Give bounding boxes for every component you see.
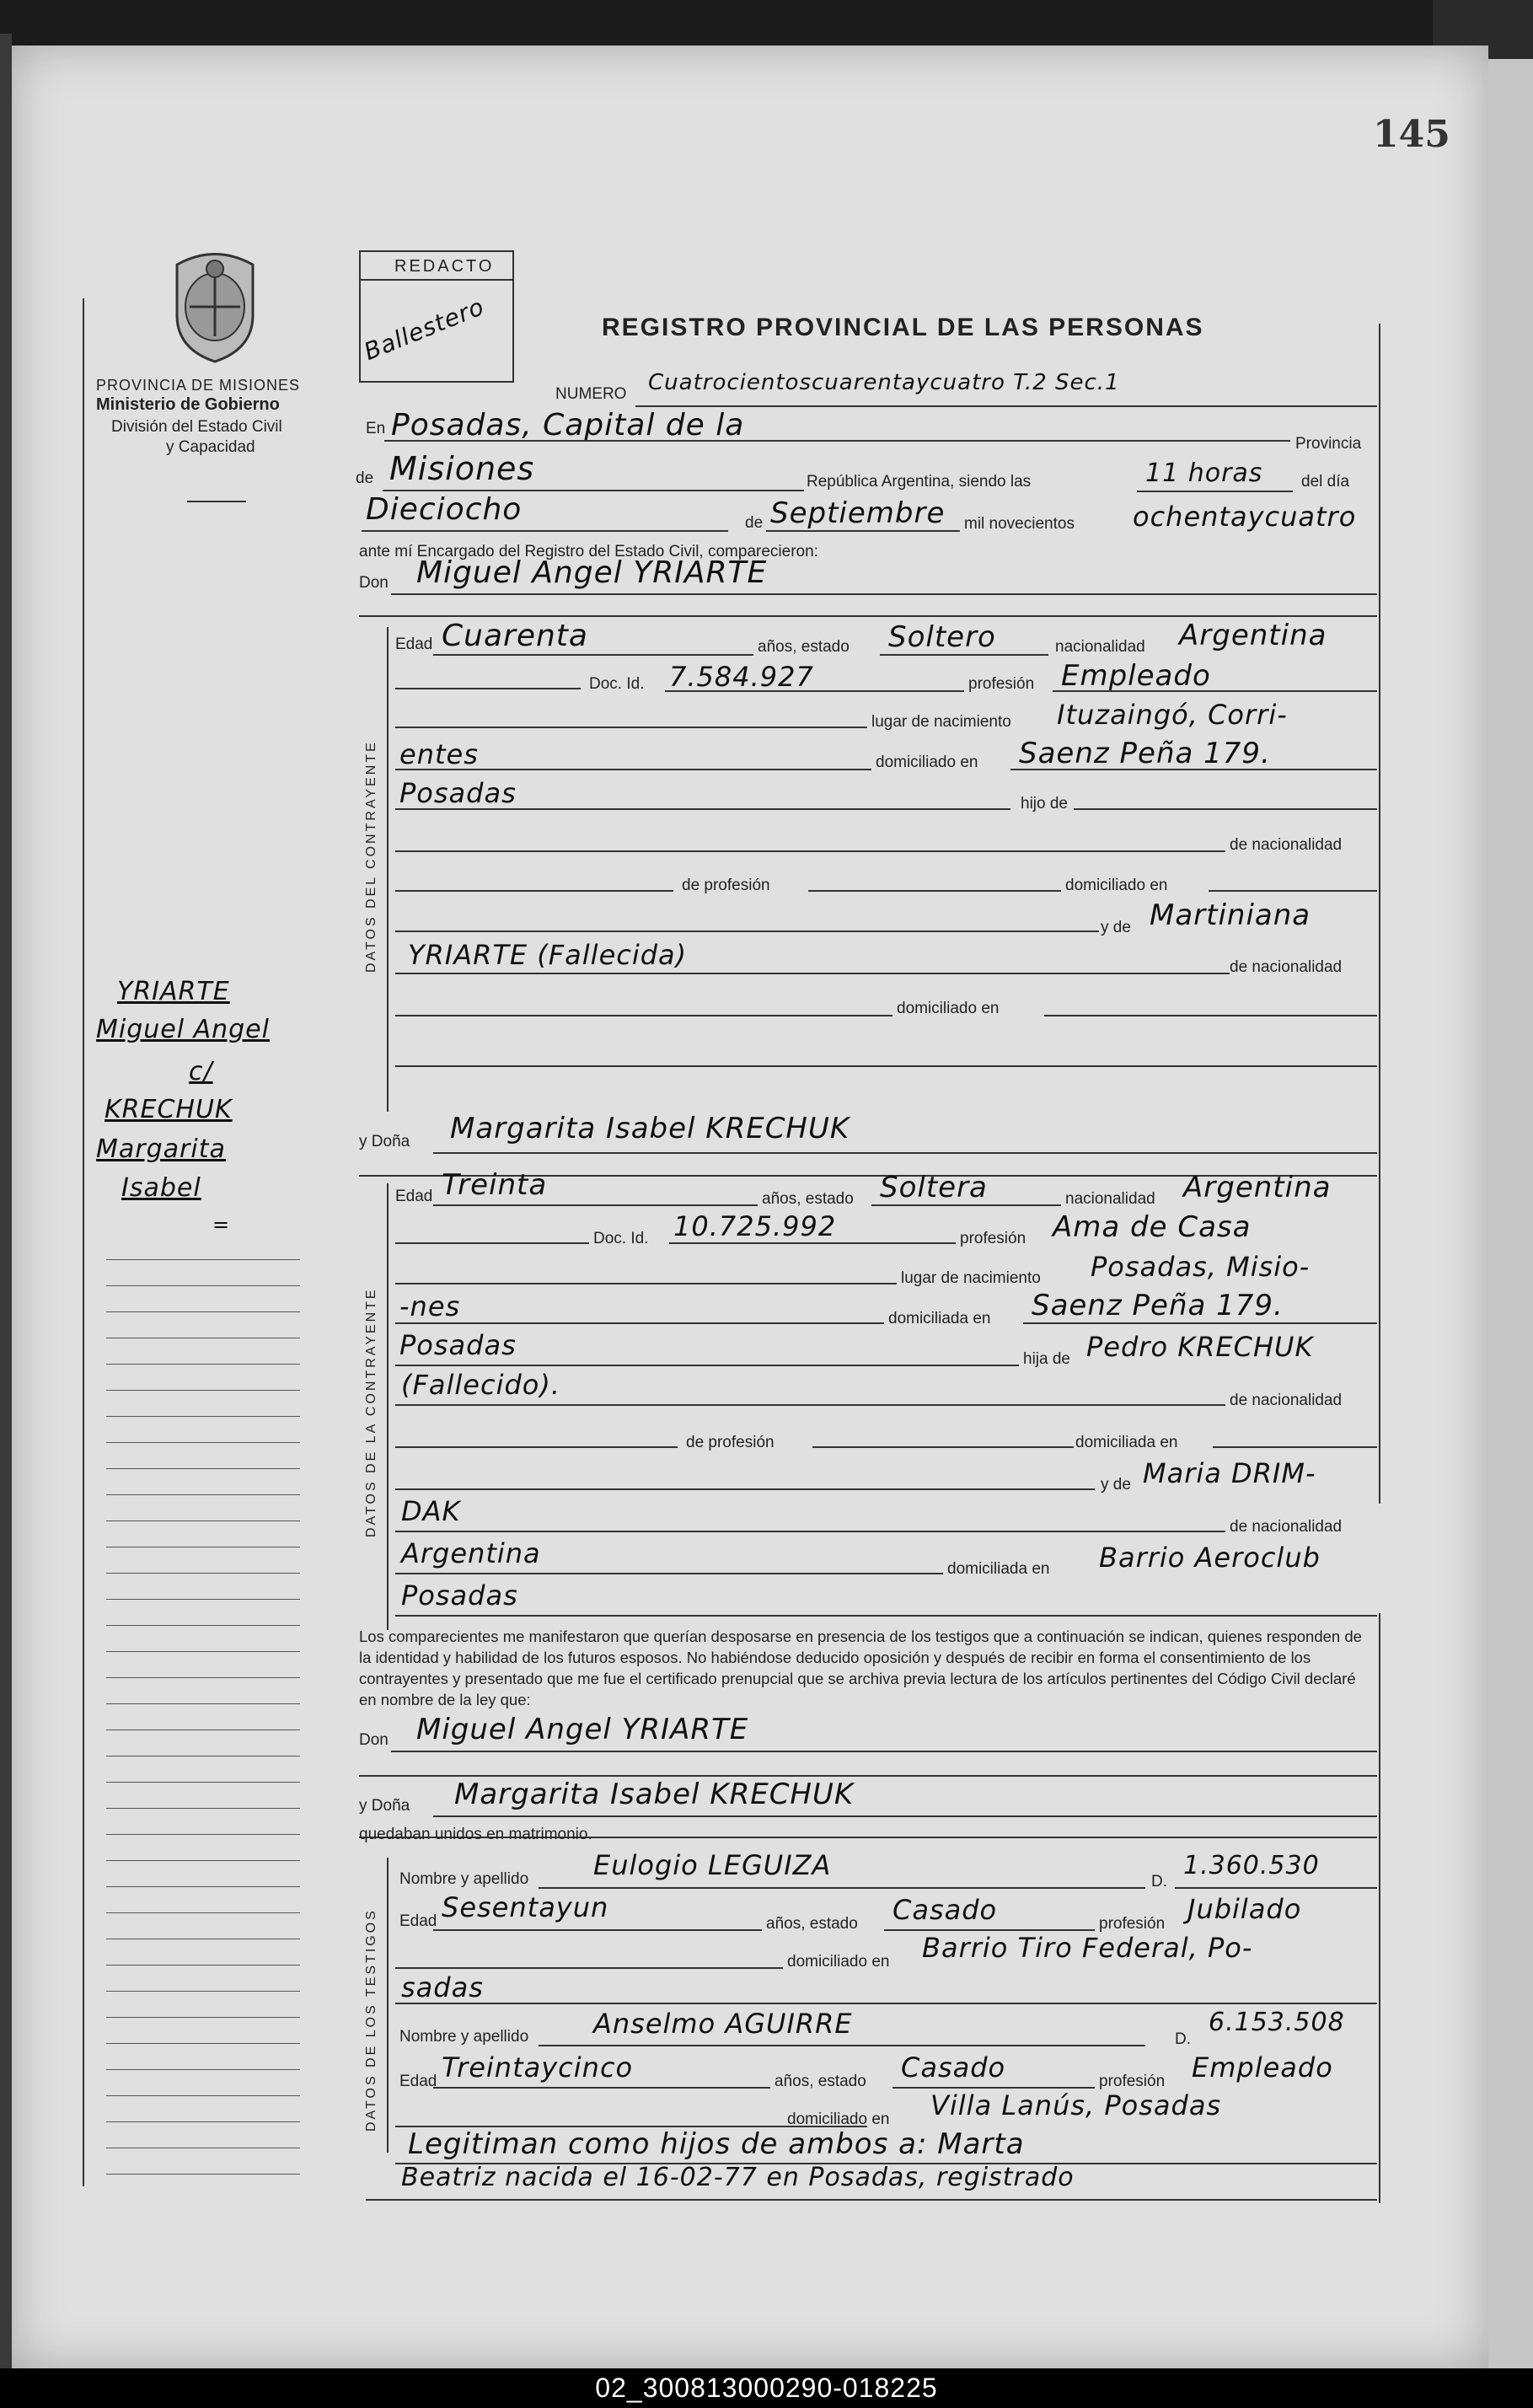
margin-ruled-line [106, 2174, 300, 2175]
de-nacionalidad-label: de nacionalidad [1230, 836, 1343, 854]
margin-ruled-line [106, 1886, 300, 1887]
padre-value2: (Fallecido). [401, 1369, 560, 1401]
margin-ruled-line [106, 1808, 300, 1809]
margin-ruled-line [106, 1651, 300, 1652]
madre-domicilio2: Posadas [401, 1579, 518, 1612]
margin-note-l1: YRIARTE [117, 977, 230, 1006]
madre-value: Martiniana [1150, 898, 1311, 932]
margin-ruled-line [106, 1520, 300, 1521]
t1-doc-value: 1.360.530 [1183, 1851, 1320, 1880]
header-divider [187, 501, 246, 502]
margin-rule [83, 298, 84, 2186]
document-page [12, 46, 1488, 2368]
t1-edad-label: Edad [399, 1912, 437, 1930]
margin-ruled-line [106, 1860, 300, 1861]
page-edge [1488, 0, 1533, 2368]
t2-edad-value: Treintaycinco [442, 2051, 634, 2084]
t1-domicilio-value: Barrio Tiro Federal, Po- [922, 1932, 1253, 1964]
madre-value-f: Maria DRIM- [1143, 1457, 1316, 1489]
de-nacionalidad-label-f: de nacionalidad [1230, 1392, 1343, 1409]
don-value: Miguel Angel YRIARTE [416, 555, 768, 590]
edad-label: Edad [395, 636, 433, 653]
hijo-label: hijo de [1021, 795, 1068, 812]
domiciliado-label: domiciliado en [876, 754, 978, 771]
margin-ruled-line [106, 1703, 300, 1704]
domiciliado-en-label2: domiciliado en [897, 1000, 1000, 1017]
dona-value: Margarita Isabel KRECHUK [450, 1112, 850, 1145]
en-value: Posadas, Capital de la [391, 408, 745, 442]
doc-label: Doc. Id. [589, 675, 645, 693]
profesion-value-f: Ama de Casa [1053, 1210, 1252, 1244]
dia-value: Dieciocho [366, 492, 523, 527]
anios-label: años, estado [758, 638, 850, 656]
margin-ruled-line [106, 1468, 300, 1469]
margin-note-l4: KRECHUK [105, 1095, 233, 1124]
page-number: 145 [1373, 113, 1450, 156]
lugar-label: lugar de nacimiento [871, 713, 1011, 731]
t1-profesion-value: Jubilado [1187, 1893, 1302, 1925]
domiciliado-en-label: domiciliado en [1065, 877, 1168, 894]
domicilio-value2: Posadas [399, 777, 517, 809]
padre-value: Pedro KRECHUK [1086, 1331, 1314, 1363]
decl-dona-value: Margarita Isabel KRECHUK [454, 1778, 855, 1811]
numero-value: Cuatrocientoscuarentaycuatro T.2 Sec.1 [648, 370, 1120, 395]
t2-estado-value: Casado [901, 2051, 1006, 2084]
lugar-value-f: Posadas, Misio- [1091, 1251, 1311, 1283]
profesion-value: Empleado [1061, 659, 1211, 693]
margin-ruled-line [106, 2043, 300, 2044]
de-profesion-label-f: de profesión [686, 1434, 775, 1451]
t1-profesion-label: profesión [1099, 1915, 1166, 1933]
domiciliada-en-label2: domiciliada en [947, 1560, 1050, 1578]
unidos-text: quedaban unidos en matrimonio. [359, 1826, 592, 1843]
lugar-value2: entes [399, 738, 479, 770]
profesion-label-f: profesión [960, 1230, 1026, 1247]
margin-ruled-line [106, 2017, 300, 2018]
numero-label: NUMERO [555, 385, 627, 403]
contrayente-side-label: DATOS DEL CONTRAYENTE [364, 740, 378, 973]
y-de-label: y de [1101, 919, 1131, 936]
margin-note-l3: c/ [189, 1057, 213, 1086]
dona-label: y Doña [359, 1133, 410, 1150]
madre-value2: YRIARTE (Fallecida) [408, 939, 688, 971]
del-dia-label: del día [1301, 473, 1350, 491]
margin-ruled-line [106, 1285, 300, 1286]
republica-label: República Argentina, siendo las [807, 473, 1032, 491]
lugar-value: Ituzaingó, Corri- [1057, 699, 1288, 731]
margin-note-l6: Isabel [121, 1173, 201, 1203]
t2-anios-label: años, estado [775, 2073, 866, 2090]
mil-label: mil novecientos [964, 515, 1075, 533]
margin-ruled-line [106, 2095, 300, 2096]
margin-ruled-line [106, 2121, 300, 2122]
t2-domicilio-value: Villa Lanús, Posadas [930, 2089, 1222, 2121]
t1-nombre-label: Nombre y apellido [399, 1870, 529, 1888]
margin-note-l7: = [212, 1213, 231, 1236]
margin-ruled-line [106, 1834, 300, 1835]
nacionalidad-value-f: Argentina [1183, 1171, 1332, 1204]
domicilio-value: Saenz Peña 179. [1019, 737, 1271, 770]
de2-label: de [745, 514, 764, 532]
margin-ruled-line [106, 1311, 300, 1312]
stamp-label: REDACTO [394, 257, 495, 276]
doc-value: 7.584.927 [669, 661, 814, 693]
margin-ruled-line [106, 1912, 300, 1913]
madre-value2-f: DAK [401, 1495, 461, 1527]
estado-value-f: Soltera [880, 1171, 988, 1204]
madre-domicilio: Barrio Aeroclub [1099, 1542, 1321, 1574]
doc-label-f: Doc. Id. [593, 1230, 649, 1247]
margin-ruled-line [106, 1782, 300, 1783]
t2-profesion-value: Empleado [1192, 2051, 1333, 2084]
header-ministry: Ministerio de Gobierno [96, 395, 280, 414]
anio-value: ochentaycuatro [1133, 501, 1357, 533]
form-right-rule [1379, 324, 1380, 1504]
margin-note-l5: Margarita [96, 1134, 226, 1164]
domicilio-value2-f: Posadas [399, 1329, 517, 1361]
t2-nombre-label: Nombre y apellido [399, 2028, 529, 2046]
margin-ruled-line [106, 1416, 300, 1417]
t2-doc-value: 6.153.508 [1209, 2008, 1345, 2037]
edad-label-f: Edad [395, 1188, 433, 1205]
margin-ruled-line [106, 1259, 300, 1260]
t2-nombre-value: Anselmo AGUIRRE [593, 2008, 853, 2040]
header-province: PROVINCIA DE MISIONES [96, 377, 301, 394]
nota-l1: Legitiman como hijos de ambos a: Marta [408, 2127, 1025, 2161]
doc-value-f: 10.725.992 [673, 1210, 837, 1242]
testigos-side-label: DATOS DE LOS TESTIGOS [364, 1908, 378, 2132]
margin-ruled-line [106, 2069, 300, 2070]
margin-ruled-line [106, 1390, 300, 1391]
domiciliada-en-label: domiciliada en [1075, 1434, 1178, 1451]
don-label: Don [359, 574, 389, 592]
nacionalidad-label: nacionalidad [1055, 638, 1145, 656]
y-de-label-f: y de [1101, 1476, 1131, 1494]
hija-label: hija de [1023, 1350, 1070, 1368]
edad-value: Cuarenta [442, 619, 588, 653]
footer-id: 02_300813000290-018225 [595, 2373, 938, 2403]
nacionalidad-value: Argentina [1179, 619, 1327, 652]
header-division: División del Estado Civil [111, 418, 282, 436]
de-nacionalidad-label2-f: de nacionalidad [1230, 1518, 1343, 1536]
margin-ruled-line [106, 1991, 300, 1992]
decl-dona-label: y Doña [359, 1797, 410, 1815]
book-spine [0, 34, 12, 2368]
header-capacidad: y Capacidad [166, 438, 255, 456]
ante-text: ante mí Encargado del Registro del Estado Civil, comparecieron: [359, 543, 818, 560]
t1-nombre-value: Eulogio LEGUIZA [593, 1849, 832, 1881]
redacto-stamp [359, 250, 514, 383]
t1-d-label: D. [1151, 1873, 1167, 1890]
margin-ruled-line [106, 1965, 300, 1966]
domicilio-value-f: Saenz Peña 179. [1032, 1289, 1284, 1322]
decl-don-label: Don [359, 1731, 389, 1749]
de-nacionalidad-label2: de nacionalidad [1230, 958, 1343, 976]
seal-icon [169, 248, 261, 366]
edad-value-f: Treinta [442, 1168, 548, 1202]
t2-d-label: D. [1175, 2030, 1191, 2048]
margin-ruled-line [106, 1599, 300, 1600]
mes-value: Septiembre [770, 496, 946, 530]
de-value: Misiones [389, 450, 535, 487]
margin-ruled-line [106, 1442, 300, 1443]
margin-ruled-line [106, 1364, 300, 1365]
profesion-label: profesión [968, 675, 1035, 693]
t2-profesion-label: profesión [1099, 2073, 1166, 2090]
de-profesion-label: de profesión [682, 877, 770, 894]
t1-domicilio2-value: sadas [401, 1971, 484, 2003]
de-label: de [356, 469, 374, 487]
decl-don-value: Miguel Angel YRIARTE [416, 1713, 749, 1746]
margin-note-l2: Miguel Angel [96, 1015, 270, 1044]
madre-nacionalidad: Argentina [401, 1537, 541, 1569]
footer-bar [0, 2368, 1533, 2408]
t1-estado-value: Casado [892, 1894, 998, 1926]
t1-anios-label: años, estado [766, 1915, 858, 1933]
contrayenta-side-label: DATOS DE LA CONTRAYENTE [364, 1287, 378, 1537]
t1-edad-value: Sesentayun [442, 1891, 609, 1923]
t2-domiciliado-label: domiciliado en [787, 2110, 890, 2128]
t1-domiciliado-label: domiciliado en [787, 1953, 890, 1971]
t2-edad-label: Edad [399, 2073, 437, 2090]
lugar-value2-f: -nes [399, 1290, 461, 1322]
horas-value: 11 horas [1145, 459, 1263, 488]
nota-l2: Beatriz nacida el 16-02-77 en Posadas, registrado [401, 2163, 1075, 2192]
anios-label-f: años, estado [762, 1190, 854, 1208]
declaracion-text: Los comparecientes me manifestaron que querían desposarse en presencia de los testigos que a continuación se indican, quienes responden de la identidad y habilidad de los futuros esposos. No habiéndose deducido oposición y después de recibir en forma el consentimiento de los contrayentes y presentado que me fue el certificado prenupcial que se archiva previa lectura de los artículos pertinentes del Código Civil declaré en nombre de la ley que: [359, 1628, 1362, 1708]
margin-ruled-line [106, 1573, 300, 1574]
nacionalidad-label-f: nacionalidad [1065, 1190, 1155, 1208]
margin-ruled-line [106, 1677, 300, 1678]
page-title: REGISTRO PROVINCIAL DE LAS PERSONAS [602, 314, 1204, 341]
provincia-label: Provincia [1295, 435, 1362, 453]
domiciliada-label: domiciliada en [888, 1310, 991, 1327]
margin-ruled-line [106, 1625, 300, 1626]
estado-value: Soltero [888, 620, 996, 654]
en-label: En [366, 420, 386, 437]
lugar-label-f: lugar de nacimiento [901, 1269, 1041, 1287]
margin-ruled-line [106, 1494, 300, 1495]
stamp-signature: Ballestero [360, 292, 489, 367]
